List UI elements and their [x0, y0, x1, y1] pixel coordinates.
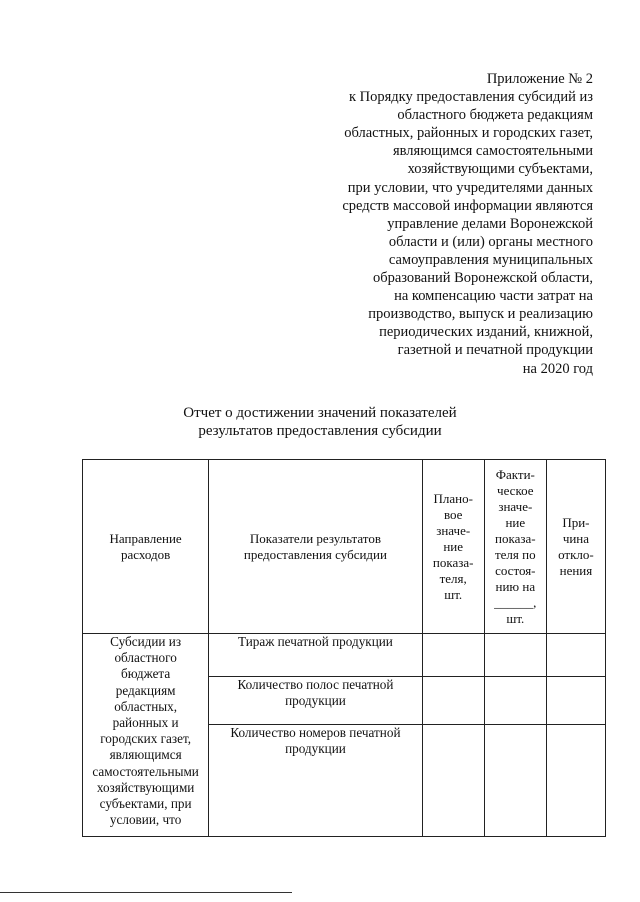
reason-value-cell [546, 677, 605, 725]
header-indicators-line: предоставления субсидии [243, 546, 387, 562]
direction-line: хозяйствующими [96, 779, 195, 795]
header-plan-line: Плано- [433, 490, 473, 506]
header-fact-line: теля по [494, 546, 536, 562]
appendix-line: производство, выпуск и реализацию [368, 306, 593, 323]
direction-line: бюджета [121, 666, 171, 682]
indicator-cell [209, 725, 422, 837]
table-row [83, 634, 606, 677]
plan-value-cell [422, 677, 484, 725]
appendix-line: периодических изданий, книжной, [379, 324, 593, 341]
header-direction-line: расходов [120, 546, 171, 562]
direction-line: субъектами, при [99, 796, 192, 812]
direction-line: областных, [114, 698, 178, 714]
indicator-line: продукции [285, 741, 346, 756]
indicator-line: Тираж печатной продукции [237, 634, 393, 649]
direction-line: областного [114, 650, 177, 666]
header-fact-line: значе- [498, 498, 533, 514]
header-plan [422, 460, 484, 634]
indicator-cell [209, 634, 422, 677]
report-title [0, 404, 640, 440]
direction-line: самостоятельными [92, 763, 199, 779]
appendix-line: самоуправления муниципальных [388, 251, 593, 268]
appendix-line: хозяйствующими субъектами, [407, 161, 593, 178]
header-fact-line: Факти- [495, 466, 535, 482]
header-fact-line: ______, [494, 594, 537, 610]
header-fact-line: ние [505, 514, 526, 530]
header-plan-line: значе- [436, 522, 471, 538]
indicator-line: Количество номеров печатной [230, 725, 401, 740]
appendix-line: к Порядку предоставления субсидий из [348, 89, 593, 106]
fact-value-cell [484, 725, 546, 837]
plan-value-cell [422, 725, 484, 837]
fact-value-cell [484, 677, 546, 725]
appendix-line: областного бюджета редакциям [397, 107, 593, 124]
appendix-line: областных, районных и городских газет, [344, 125, 593, 142]
appendix-line: средств массовой информации являются [342, 197, 593, 214]
appendix-line: газетной и печатной продукции [397, 342, 593, 359]
appendix-line: являющимся самостоятельными [392, 143, 593, 160]
header-reason-line: При- [562, 514, 590, 530]
appendix-header [293, 70, 593, 378]
header-reason-line: откло- [558, 546, 594, 562]
header-plan-line: теля, [439, 570, 467, 586]
report-title-line: Отчет о достижении значений показателей [183, 405, 457, 421]
appendix-line: при условии, что учредителями данных [347, 179, 593, 196]
indicator-cell [209, 677, 422, 725]
reason-value-cell [546, 725, 605, 837]
footnote-divider [0, 892, 292, 893]
indicator-line: продукции [285, 693, 346, 708]
header-fact [484, 460, 546, 634]
direction-line: Субсидии из [110, 634, 182, 649]
header-indicators [209, 460, 422, 634]
header-plan-line: ние [443, 538, 464, 554]
header-fact-line: шт. [506, 610, 525, 626]
appendix-line: области и (или) органы местного [388, 233, 593, 250]
header-indicators-line: Показатели результатов [249, 530, 381, 546]
indicator-line: Количество полос печатной [237, 677, 394, 692]
appendix-line: на компенсацию части затрат на [394, 288, 593, 305]
header-direction-line: Направление [109, 530, 182, 546]
header-fact-line: показа- [495, 530, 536, 546]
direction-line: районных и [112, 715, 179, 731]
header-fact-line: ческое [497, 482, 534, 498]
appendix-line: образований Воронежской области, [372, 270, 593, 287]
appendix-line: управление делами Воронежской [387, 215, 593, 232]
direction-line: редакциям [115, 682, 176, 698]
header-plan-line: показа- [432, 554, 474, 570]
report-title-line: результатов предоставления субсидии [198, 423, 442, 439]
direction-line: условии, что [109, 812, 182, 828]
plan-value-cell [422, 634, 484, 677]
header-direction [83, 460, 209, 634]
fact-value-cell [484, 634, 546, 677]
appendix-line: Приложение № 2 [486, 71, 593, 87]
header-plan-line: шт. [444, 586, 463, 602]
table-header-row [83, 460, 606, 634]
header-fact-line: нию на [495, 578, 536, 594]
appendix-line: на 2020 год [522, 360, 593, 377]
direction-line: являющимся [109, 747, 182, 763]
header-reason-line: нения [559, 562, 593, 578]
report-table [82, 459, 606, 837]
header-reason [546, 460, 605, 634]
header-plan-line: вое [443, 506, 463, 522]
direction-line: городских газет, [100, 731, 192, 747]
header-fact-line: состоя- [495, 562, 536, 578]
reason-value-cell [546, 634, 605, 677]
direction-cell [83, 634, 209, 837]
header-reason-line: чина [562, 530, 590, 546]
